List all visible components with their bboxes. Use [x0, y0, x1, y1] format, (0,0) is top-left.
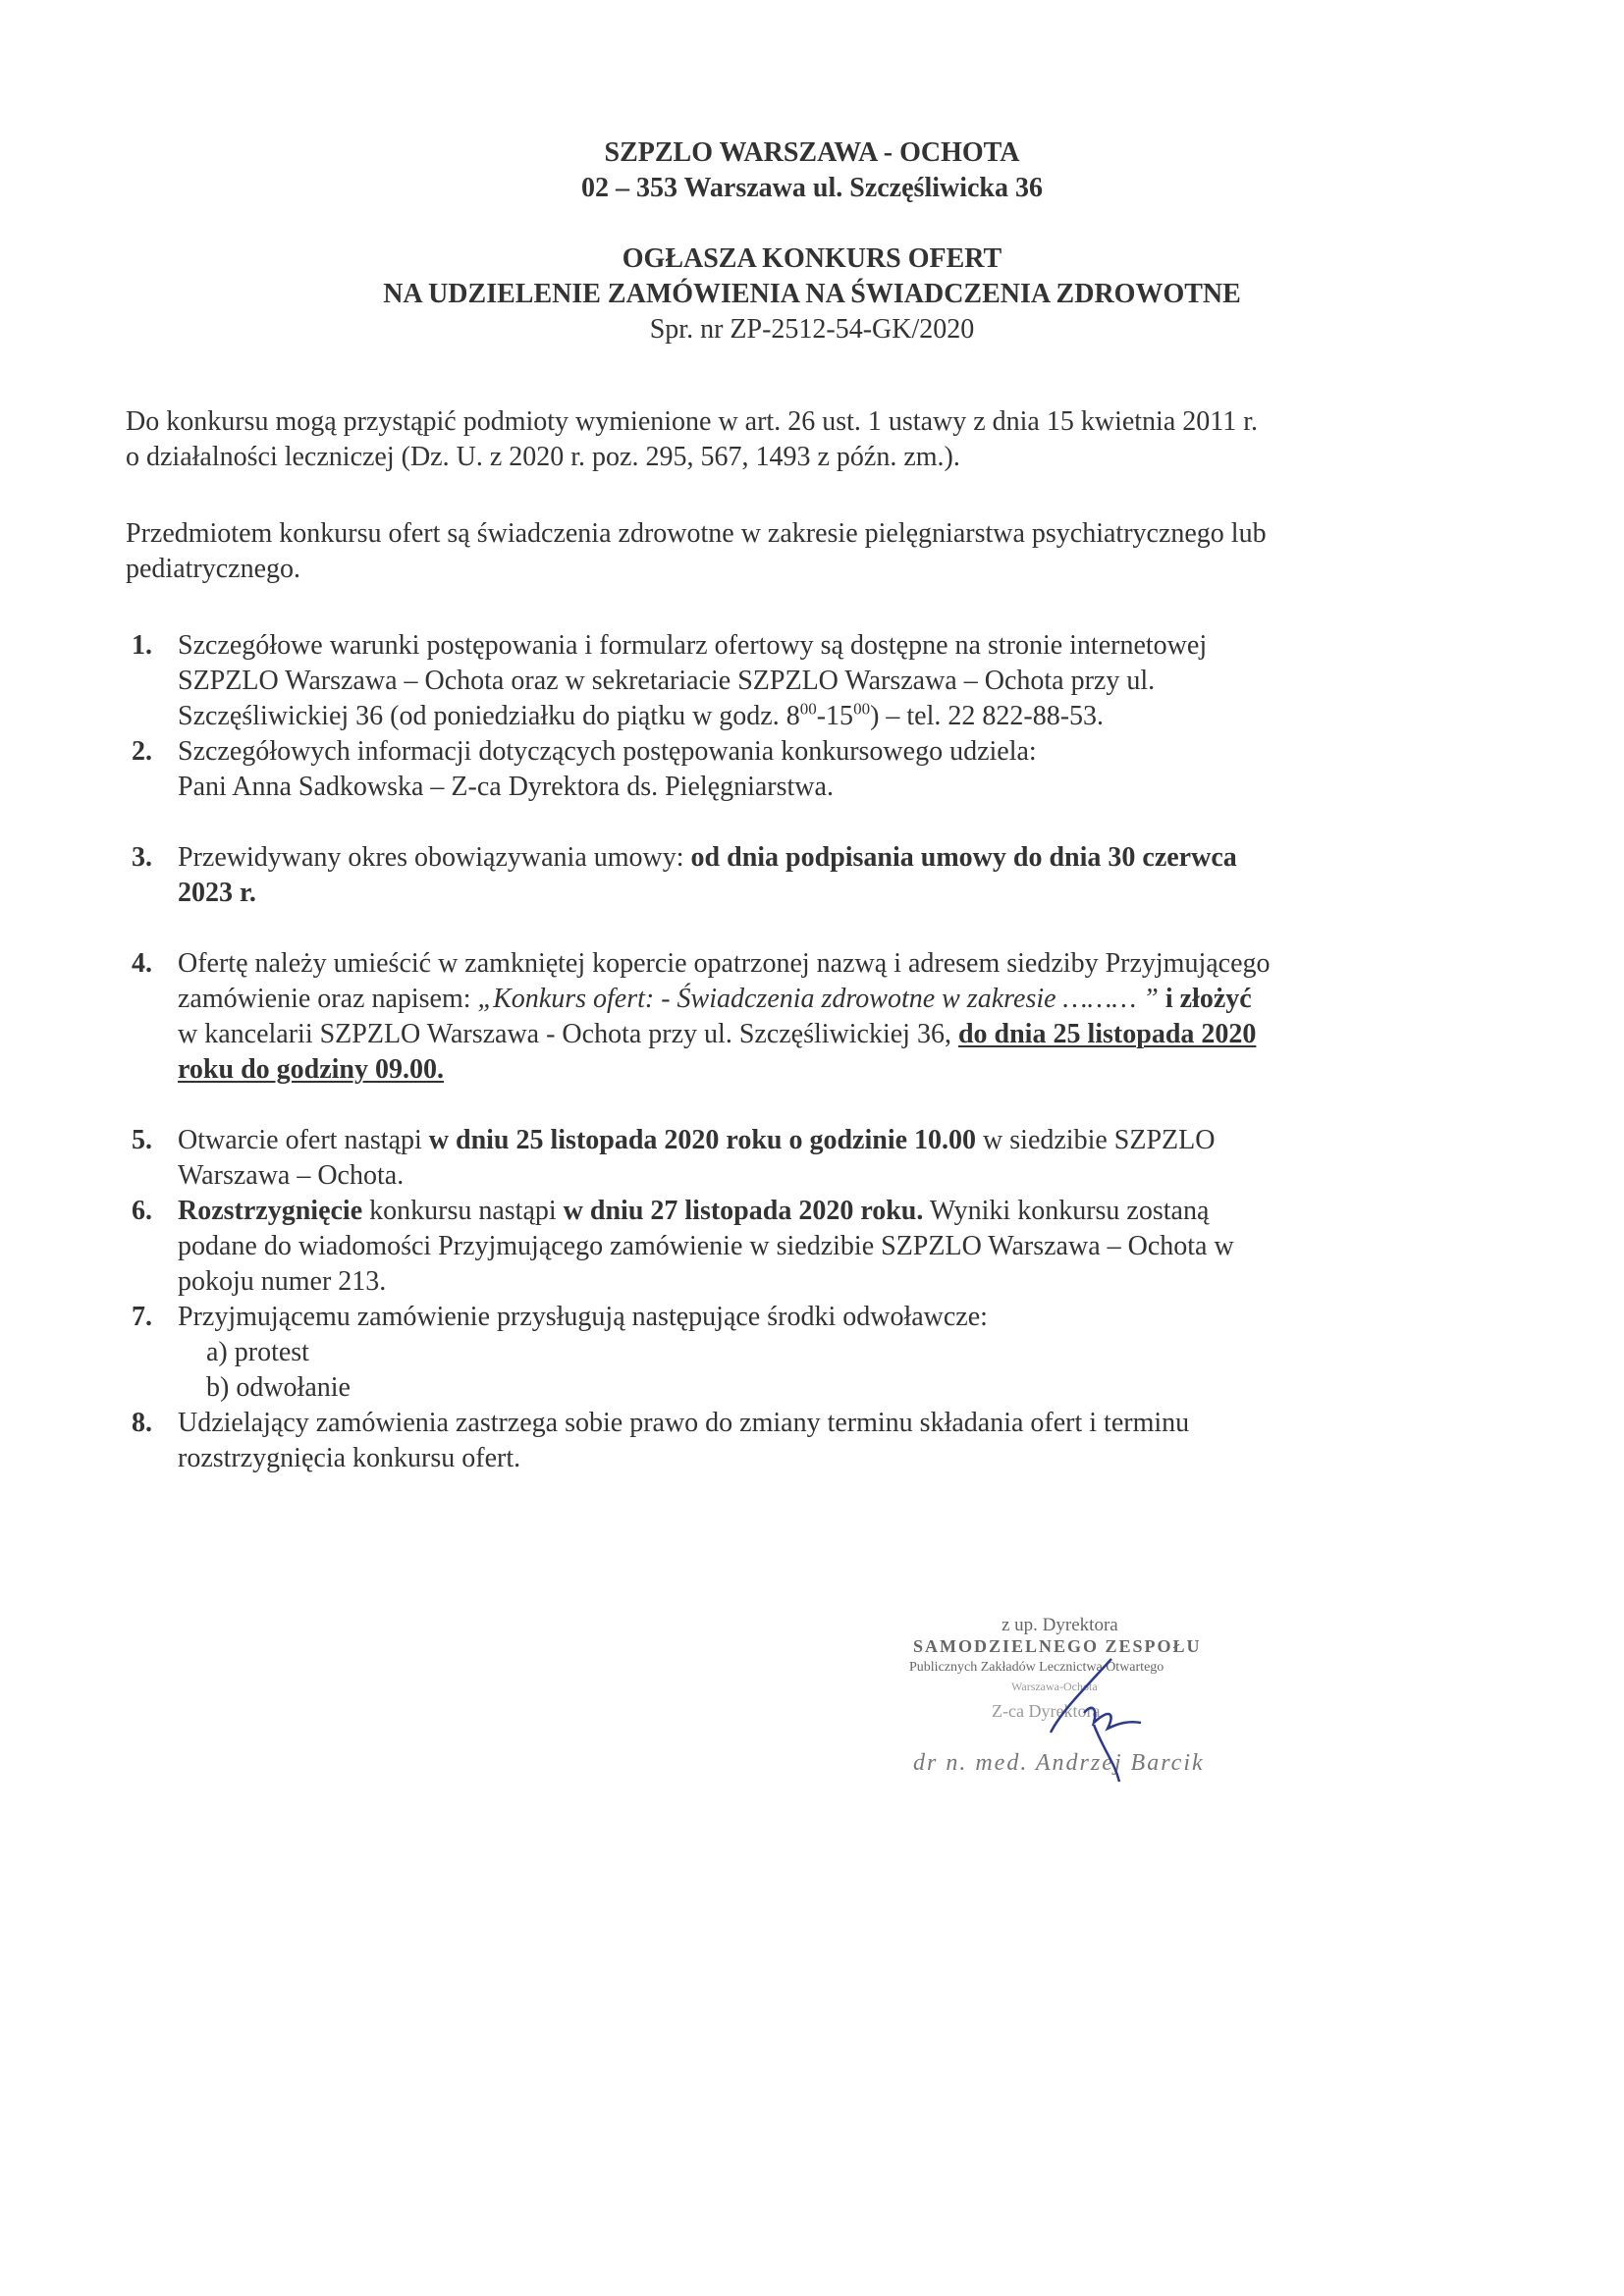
org-name: SZPZLO WARSZAWA - OCHOTA	[604, 137, 1020, 168]
list-item-2: 2. Szczegółowych informacji dotyczących postępowania konkursowego udziela: Pani Anna Sadkowska – Z-ca Dyrektora ds. Pielęgniarstwa.	[132, 736, 1037, 802]
list-item-3: 3. Przewidywany okres obowiązywania umowy: od dnia podpisania umowy do dnia 30 czerwca 2023 r.	[132, 842, 1237, 908]
conditions-list	[126, 628, 1490, 1476]
intro-paragraph: Do konkursu mogą przystąpić podmioty wymienione w art. 26 ust. 1 ustawy z dnia 15 kwietnia 2011 r. o działalności leczniczej (Dz. U. z 2020 r. poz. 295, 567, 1493 z późn. zm.).	[126, 406, 1259, 472]
reference-number: Spr. nr ZP-2512-54-GK/2020	[649, 314, 975, 345]
document-header	[0, 135, 1624, 347]
announcement-title: OGŁASZA KONKURS OFERT	[622, 243, 1002, 274]
signature-scribble	[884, 1615, 1316, 1801]
org-address: 02 – 353 Warszawa ul. Szczęśliwicka 36	[580, 173, 1043, 203]
list-item-6: 6. Rozstrzygnięcie konkursu nastąpi w dniu 27 listopada 2020 roku. Wyniki konkursu zostaną podane do wiadomości Przyjmującego zamówienie w siedzibie SZPZLO Warszawa – Ochota w pokoju numer 213.	[132, 1196, 1234, 1297]
announcement-subject: NA UDZIELENIE ZAMÓWIENIA NA ŚWIADCZENIA ZDROWOTNE	[383, 279, 1241, 309]
list-item-8: 8. Udzielający zamówienia zastrzega sobie prawo do zmiany terminu składania ofert i terminu rozstrzygnięcia konkursu ofert.	[132, 1408, 1190, 1473]
subject-paragraph: Przedmiotem konkursu ofert są świadczenia zdrowotne w zakresie pielęgniarstwa psychiatrycznego lub pediatrycznego.	[126, 518, 1267, 584]
signature-stamp: z up. Dyrektora SAMODZIELNEGO ZESPOŁU Publicznych Zakładów Lecznictwa Otwartego Warszawa-Ochota Z-ca Dyrektora dr n. med. Andrzej Barcik	[884, 1615, 1316, 1801]
list-item-1: 1. Szczegółowe warunki postępowania i formularz ofertowy są dostępne na stronie internetowej SZPZLO Warszawa – Ochota oraz w sekretariacie SZPZLO Warszawa – Ochota przy ul. Szczęśliwickiej 36 (od poniedziałku do piątku w godz. $8^{00}-15^{00}$) – tel. 22 822-88-53.	[132, 630, 1208, 731]
list-item-5: 5. Otwarcie ofert nastąpi w dniu 25 listopada 2020 roku o godzinie 10.00 w siedzibie SZPZLO Warszawa – Ochota.	[132, 1125, 1216, 1191]
list-item-4: 4. Ofertę należy umieścić w zamkniętej kopercie opatrzonej nazwą i adresem siedziby Przyjmującego zamówienie oraz napisem: „Konkurs ofert: - Świadczenia zdrowotne w zakresie ……… ” i złożyć w kancelarii SZPZLO Warszawa - Ochota przy ul. Szczęśliwickiej 36, do dnia 25 listopada 2020 roku do godziny 09.00.	[132, 948, 1271, 1085]
list-item-7: 7. Przyjmującemu zamówienie przysługują następujące środki odwoławcze: a) protest b) odwołanie	[132, 1302, 988, 1403]
